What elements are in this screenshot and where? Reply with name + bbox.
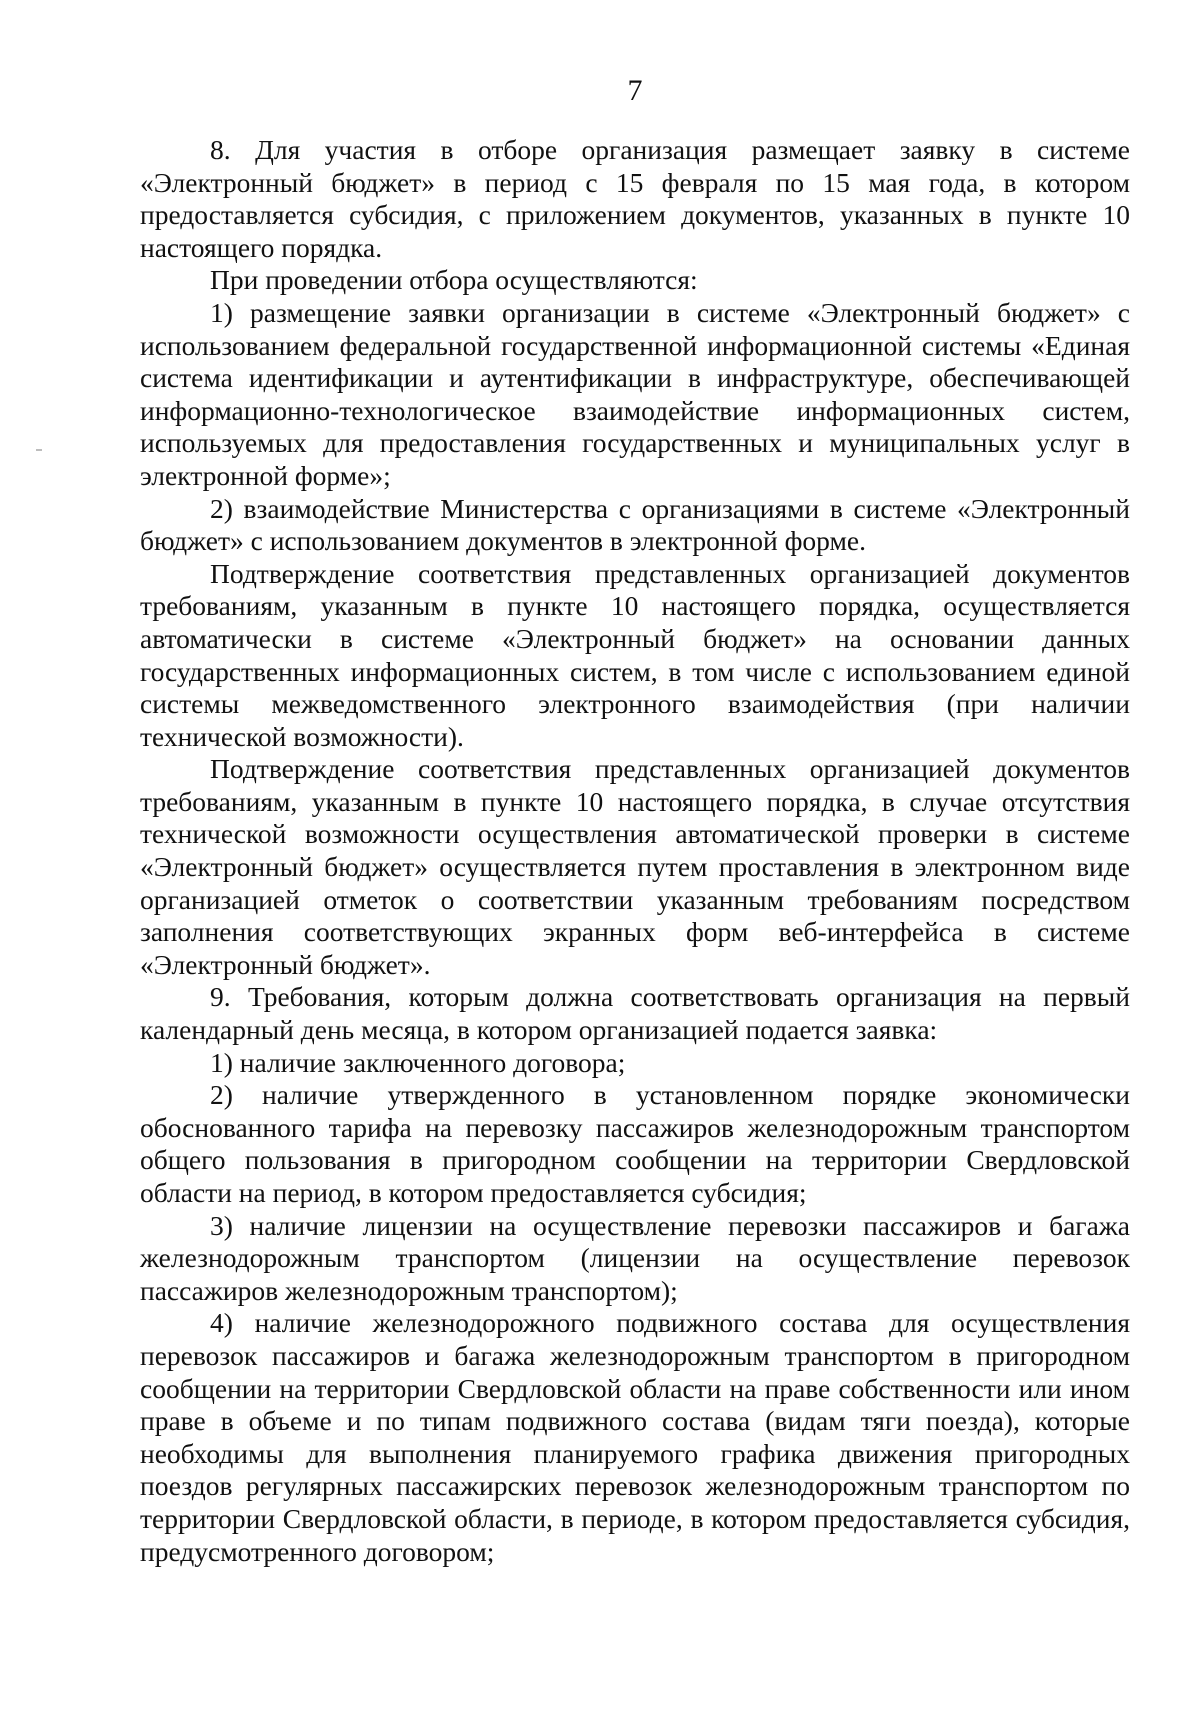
paragraph-subitem-1: 1) размещение заявки организации в системе «Электронный бюджет» с использованием федеральной государственной информационной системы «Единая система идентификации и аутентификации в инфраструктуре, обеспечивающей информационно-технологическое взаимодействие информационных систем, используемых для предоставления государственных и муниципальных услуг в электронной форме»; — [140, 296, 1130, 491]
document-body — [140, 134, 1130, 1568]
paragraph-requirement-2: 2) наличие утвержденного в установленном порядке экономически обоснованного тарифа на перевозку пассажиров железнодорожным транспортом общего пользования в пригородном сообщении на территории Свердловской области на период, в котором предоставляется субсидия; — [140, 1079, 1130, 1208]
paragraph-item-8: 8. Для участия в отборе организация размещает заявку в системе «Электронный бюджет» в период с 15 февраля по 15 мая года, в котором предоставляется субсидия, с приложением документов, указанных в пункте 10 настоящего порядка. — [140, 134, 1130, 263]
paragraph-item-9: 9. Требования, которым должна соответствовать организация на первый календарный день месяца, в котором организацией подается заявка: — [140, 981, 1130, 1046]
paragraph-requirement-4: 4) наличие железнодорожного подвижного состава для осуществления перевозок пассажиров и багажа железнодорожным транспортом в пригородном сообщении на территории Свердловской области на праве собственности или ином праве в объеме и по типам подвижного состава (видам тяги поезда), которые необходимы для выполнения планируемого графика движения пригородных поездов регулярных пассажирских перевозок железнодорожным транспортом по территории Свердловской области, в периоде, в котором предоставляется субсидия, предусмотренного договором; — [140, 1307, 1130, 1567]
paragraph-automatic-verification: Подтверждение соответствия представленных организацией документов требованиям, указанным в пункте 10 настоящего порядка, осуществляется автоматически в системе «Электронный бюджет» на основании данных государственных информационных систем, в том числе с использованием единой системы межведомственного электронного взаимодействия (при наличии технической возможности). — [140, 557, 1130, 752]
paragraph-requirement-1: 1) наличие заключенного договора; — [210, 1046, 626, 1078]
paragraph-requirement-3: 3) наличие лицензии на осуществление перевозки пассажиров и багажа железнодорожным транспортом (лицензии на осуществление перевозок пассажиров железнодорожным транспортом); — [140, 1209, 1130, 1306]
scan-margin-mark — [36, 449, 42, 451]
page-number: 7 — [627, 74, 643, 107]
paragraph-manual-verification: Подтверждение соответствия представленных организацией документов требованиям, указанным в пункте 10 настоящего порядка, в случае отсутствия технической возможности осуществления автоматической проверки в системе «Электронный бюджет» осуществляется путем проставления в электронном виде организацией отметок о соответствии указанным требованиям посредством заполнения соответствующих экранных форм веб-интерфейса в системе «Электронный бюджет». — [140, 753, 1130, 980]
paragraph-subitem-2: 2) взаимодействие Министерства с организациями в системе «Электронный бюджет» с использованием документов в электронной форме. — [140, 492, 1130, 557]
paragraph-selection-intro: При проведении отбора осуществляются: — [210, 264, 698, 296]
